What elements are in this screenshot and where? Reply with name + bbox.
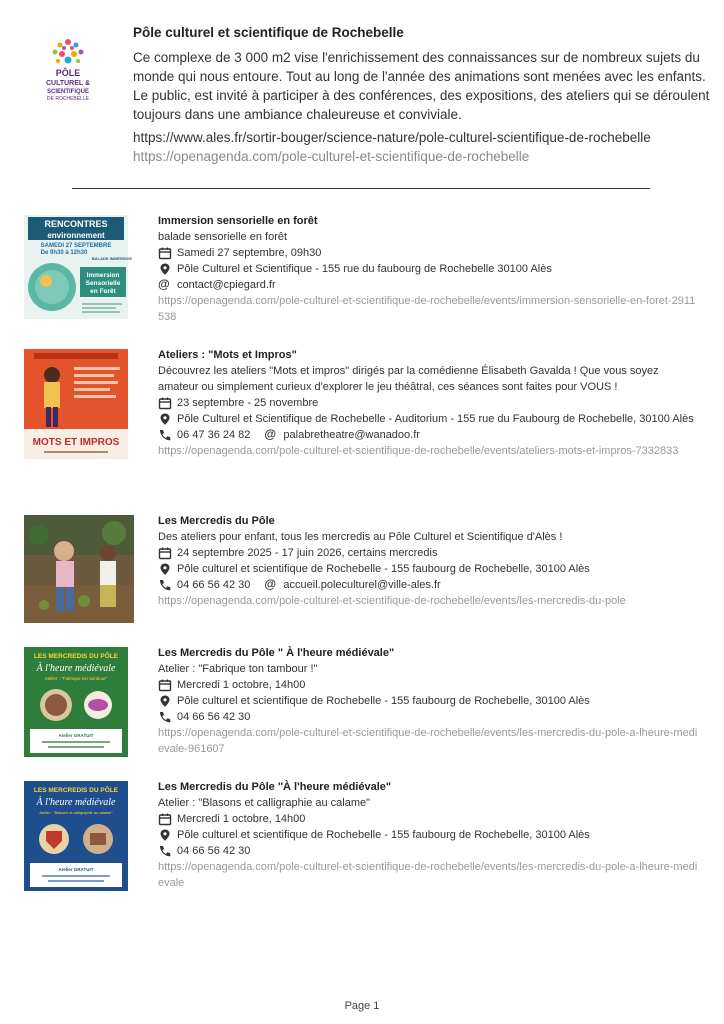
event-item bbox=[24, 347, 704, 492]
event-link[interactable]: https://openagenda.com/pole-culturel-et-scientifique-de-rochebelle/events/les-mercredis-du-pole-a-lheure-medievale bbox=[158, 861, 698, 889]
event-location-row bbox=[158, 261, 698, 277]
venue-openagenda-link[interactable]: https://openagenda.com/pole-culturel-et-scientifique-de-rochebelle bbox=[133, 149, 530, 164]
event-contact-row bbox=[158, 427, 698, 443]
event-title: Les Mercredis du Pôle " À l'heure médiévale" bbox=[158, 647, 395, 659]
venue-info bbox=[133, 24, 713, 166]
event-subtitle: Atelier : "Blasons et calligraphie au calame" bbox=[158, 797, 371, 809]
svg-text:Atelier GRATUIT: Atelier GRATUIT bbox=[58, 867, 94, 872]
event-date-row bbox=[158, 545, 698, 561]
event-location: Pôle Culturel et Scientifique de Rochebelle - Auditorium - 155 rue du Faubourg de Rochebelle, 30100 Alès bbox=[177, 413, 694, 425]
event-link[interactable]: https://openagenda.com/pole-culturel-et-scientifique-de-rochebelle/events/les-mercredis-du-pole-a-lheure-medievale-961607 bbox=[158, 727, 698, 755]
event-location: Pôle culturel et scientifique de Rochebelle - 155 faubourg de Rochebelle, 30100 Alès bbox=[177, 829, 590, 841]
event-contact-row bbox=[158, 577, 698, 593]
phone-icon bbox=[158, 579, 172, 591]
calendar-icon bbox=[158, 547, 172, 559]
svg-text:LES MERCREDIS DU PÔLE: LES MERCREDIS DU PÔLE bbox=[33, 787, 119, 794]
event-phone[interactable]: 04 66 56 42 30 bbox=[177, 579, 251, 591]
event-details bbox=[158, 779, 698, 891]
event-link[interactable]: https://openagenda.com/pole-culturel-et-scientifique-de-rochebelle/events/ateliers-mots-et-impros-7332833 bbox=[158, 445, 679, 457]
event-location-row bbox=[158, 827, 698, 843]
svg-text:MOTS ET IMPROS: MOTS ET IMPROS bbox=[32, 437, 120, 448]
event-subtitle: Atelier : "Fabrique ton tambour !" bbox=[158, 663, 318, 675]
calendar-icon bbox=[158, 813, 172, 825]
event-location: Pôle culturel et scientifique de Rochebelle - 155 faubourg de Rochebelle, 30100 Alès bbox=[177, 695, 590, 707]
event-date: Samedi 27 septembre, 09h30 bbox=[177, 247, 322, 259]
svg-text:À l'heure médiévale: À l'heure médiévale bbox=[36, 663, 116, 674]
event-link[interactable]: https://openagenda.com/pole-culturel-et-scientifique-de-rochebelle/events/immersion-sensorielle-en-foret-2911538 bbox=[158, 295, 696, 323]
event-phone[interactable]: 06 47 36 24 82 bbox=[177, 429, 251, 441]
event-subtitle: Des ateliers pour enfant, tous les mercredis au Pôle Culturel et Scientifique d'Alès ! bbox=[158, 531, 563, 543]
page-number: Page 1 bbox=[344, 1000, 380, 1012]
calendar-icon bbox=[158, 679, 172, 691]
event-phone-row bbox=[158, 843, 698, 859]
event-date-row bbox=[158, 677, 698, 693]
svg-text:LES MERCREDIS DU PÔLE: LES MERCREDIS DU PÔLE bbox=[33, 653, 119, 660]
svg-text:Atelier : "Fabrique ton tambou: Atelier : "Fabrique ton tambour" bbox=[44, 676, 108, 681]
event-email[interactable]: contact@cpiegard.fr bbox=[177, 279, 276, 291]
event-date: Mercredi 1 octobre, 14h00 bbox=[177, 813, 306, 825]
phone-icon bbox=[158, 845, 172, 857]
event-location: Pôle culturel et scientifique de Rochebelle - 155 faubourg de Rochebelle, 30100 Alès bbox=[177, 563, 590, 575]
event-email[interactable]: palabretheatre@wanadoo.fr bbox=[283, 429, 420, 441]
event-poster bbox=[24, 215, 133, 319]
svg-text:Immersion: Immersion bbox=[86, 272, 120, 279]
event-title: Les Mercredis du Pôle "À l'heure médiévale" bbox=[158, 781, 392, 793]
at-sign-icon: @ bbox=[158, 277, 170, 291]
event-poster bbox=[24, 349, 128, 459]
map-pin-icon bbox=[158, 695, 172, 707]
event-item bbox=[24, 779, 704, 894]
calendar-icon bbox=[158, 397, 172, 409]
svg-text:SAMEDI 27 SEPTEMBRE: SAMEDI 27 SEPTEMBRE bbox=[40, 243, 112, 249]
svg-text:RENCONTRES: RENCONTRES bbox=[44, 219, 108, 229]
event-photo bbox=[24, 515, 134, 623]
at-sign-icon: @ bbox=[264, 577, 277, 591]
event-details bbox=[158, 645, 698, 757]
event-item bbox=[24, 513, 704, 613]
event-location: Pôle Culturel et Scientifique - 155 rue du faubourg de Rochebelle 30100 Alès bbox=[177, 263, 552, 275]
event-phone-row bbox=[158, 427, 250, 443]
venue-title: Pôle culturel et scientifique de Rochebelle bbox=[133, 25, 404, 40]
event-details bbox=[158, 347, 698, 459]
event-email[interactable]: accueil.poleculturel@ville-ales.fr bbox=[283, 579, 441, 591]
event-poster bbox=[24, 647, 128, 757]
event-date: Mercredi 1 octobre, 14h00 bbox=[177, 679, 306, 691]
svg-text:en Forêt: en Forêt bbox=[90, 288, 116, 295]
event-date-row bbox=[158, 811, 698, 827]
header-divider bbox=[72, 188, 650, 189]
event-subtitle: balade sensorielle en forêt bbox=[158, 231, 288, 243]
map-pin-icon bbox=[158, 263, 172, 275]
event-phone[interactable]: 04 66 56 42 30 bbox=[177, 711, 251, 723]
svg-text:DE ROCHEBELLE: DE ROCHEBELLE bbox=[47, 96, 89, 102]
event-location-row bbox=[158, 693, 698, 709]
event-phone-row bbox=[158, 577, 250, 593]
phone-icon bbox=[158, 711, 172, 723]
event-subtitle: Découvrez les ateliers "Mots et impros" dirigés par la comédienne Élisabeth Gavalda ! Que vous soyez amateur ou simplement curieux d'explorer le jeu théâtral, ces séances sont faites pour VOUS ! bbox=[158, 365, 659, 393]
event-location-row bbox=[158, 561, 698, 577]
event-email-row bbox=[158, 277, 698, 293]
event-item bbox=[24, 213, 704, 325]
svg-text:PÔLE: PÔLE bbox=[55, 68, 81, 78]
event-location-row bbox=[158, 411, 698, 427]
pole-culturel-logo bbox=[38, 32, 98, 104]
svg-text:De 9h30 à 12h30: De 9h30 à 12h30 bbox=[40, 250, 88, 256]
map-pin-icon bbox=[158, 413, 172, 425]
event-item bbox=[24, 645, 704, 760]
svg-text:Atelier GRATUIT: Atelier GRATUIT bbox=[58, 733, 94, 738]
event-email-row bbox=[264, 427, 420, 443]
phone-icon bbox=[158, 429, 172, 441]
event-date-row bbox=[158, 395, 698, 411]
event-poster bbox=[24, 781, 128, 891]
event-details bbox=[158, 513, 698, 609]
at-sign-icon: @ bbox=[264, 427, 277, 441]
event-date: 24 septembre 2025 - 17 juin 2026, certains mercredis bbox=[177, 547, 438, 559]
svg-text:Sensorielle: Sensorielle bbox=[85, 280, 121, 287]
event-date-row bbox=[158, 245, 698, 261]
svg-text:environnement: environnement bbox=[47, 231, 105, 240]
svg-text:SCIENTIFIQUE: SCIENTIFIQUE bbox=[46, 89, 90, 95]
event-phone[interactable]: 04 66 56 42 30 bbox=[177, 845, 251, 857]
event-date: 23 septembre - 25 novembre bbox=[177, 397, 319, 409]
event-title: Immersion sensorielle en forêt bbox=[158, 215, 318, 227]
svg-text:CULTUREL &: CULTUREL & bbox=[45, 80, 91, 87]
svg-text:À l'heure médiévale: À l'heure médiévale bbox=[36, 797, 116, 808]
event-details bbox=[158, 213, 698, 325]
event-link[interactable]: https://openagenda.com/pole-culturel-et-scientifique-de-rochebelle/events/les-mercredis-du-pole bbox=[158, 595, 626, 607]
svg-text:Atelier : "Blasons et calligra: Atelier : "Blasons et calligraphie au calame" bbox=[39, 811, 113, 815]
map-pin-icon bbox=[158, 563, 172, 575]
event-email-row bbox=[264, 577, 440, 593]
event-title: Ateliers : "Mots et Impros" bbox=[158, 349, 297, 361]
venue-description: Ce complexe de 3 000 m2 vise l'enrichissement des connaissances sur de nombreux sujets du monde qui nous entoure. Tout au long de l'année des animations sont menées avec les enfants. Le public, est invité à participer à des conférences, des expositions, des ateliers qui se déroulent toujours dans une ambiance chaleureuse et conviviale. bbox=[133, 50, 710, 122]
calendar-icon bbox=[158, 247, 172, 259]
svg-text:BALADE IMMERSIVE: BALADE IMMERSIVE bbox=[91, 256, 133, 261]
event-phone-row bbox=[158, 709, 698, 725]
venue-website-link[interactable]: https://www.ales.fr/sortir-bouger/science-nature/pole-culturel-scientifique-de-rochebelle bbox=[133, 130, 651, 145]
event-title: Les Mercredis du Pôle bbox=[158, 515, 275, 527]
map-pin-icon bbox=[158, 829, 172, 841]
